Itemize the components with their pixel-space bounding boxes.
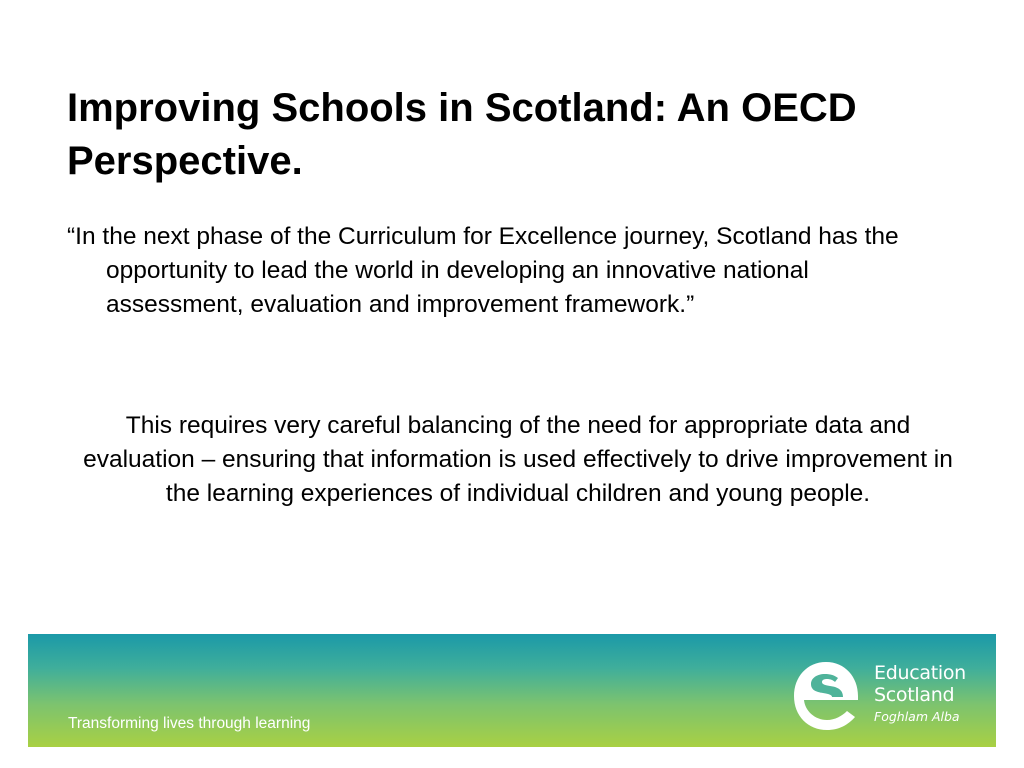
logo-line-scotland: Scotland <box>874 684 955 706</box>
slide-title: Improving Schools in Scotland: An OECD Perspective. <box>67 86 857 183</box>
logo-wordmark <box>874 662 966 726</box>
education-scotland-logo <box>790 658 990 738</box>
education-scotland-e-logo-icon <box>790 658 862 734</box>
logo-line-foghlam-alba: Foghlam Alba <box>874 709 960 724</box>
oecd-quote: “In the next phase of the Curriculum for Excellence journey, Scotland has the opportunity to lead the world in developing an innovative national assessment, evaluation and improvement framework.” <box>67 223 899 318</box>
footer-banner <box>28 634 996 747</box>
logo-line-education: Education <box>874 662 966 684</box>
summary-text: This requires very careful balancing of the need for appropriate data and evaluation – ensuring that information is used effectively to drive improvement in the learning experiences of individual children and young people. <box>83 412 953 507</box>
footer-tagline: Transforming lives through learning <box>68 715 311 732</box>
